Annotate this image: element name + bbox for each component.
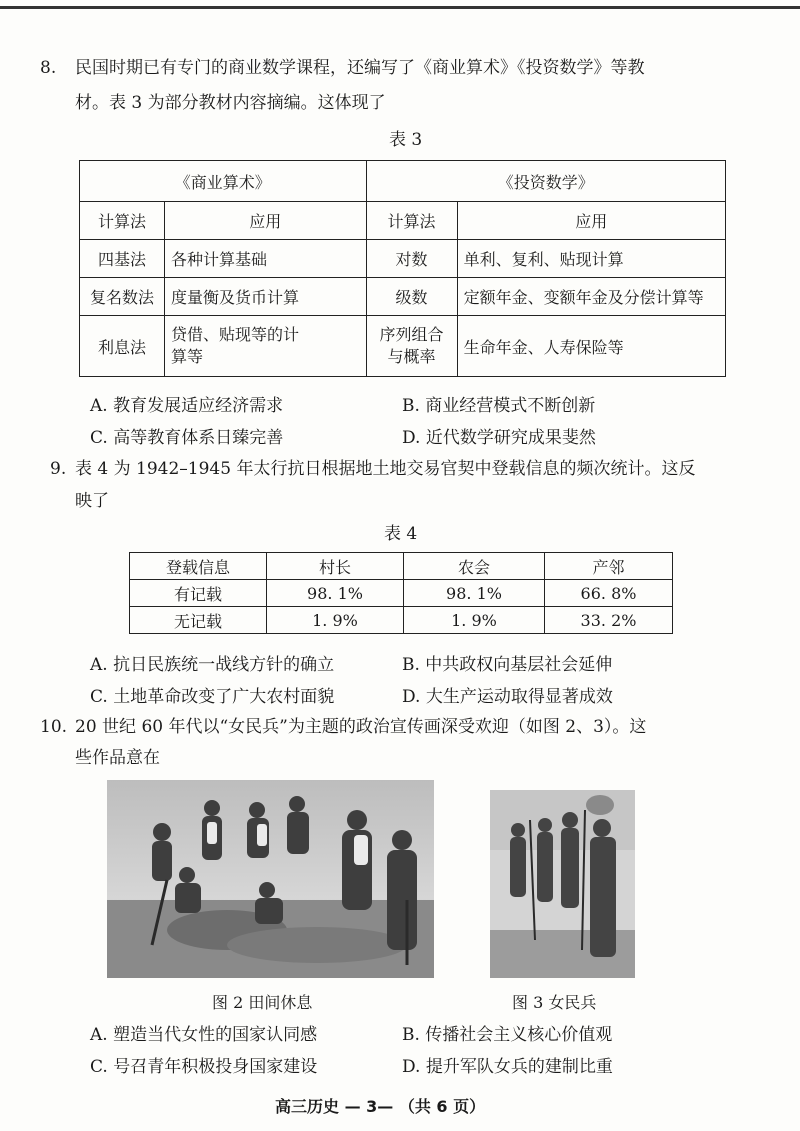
table-row: [80, 240, 726, 278]
q10-number: 10.: [40, 717, 68, 737]
q9-stem-line1: 表 4 为 1942–1945 年太行抗日根据地土地交易官契中登载信息的频次统计。这反: [75, 459, 696, 479]
table3-book2: 《投资数学》: [366, 161, 725, 202]
q8-option-a: A. 教育发展适应经济需求: [90, 396, 284, 416]
table4-cell: 33. 2%: [545, 607, 673, 634]
table3-cell-line: 与概率: [387, 347, 436, 366]
figure3-image: [490, 790, 635, 978]
table3-cell: 对数: [366, 240, 457, 278]
table-row: [130, 580, 673, 607]
table3-header-row: [80, 202, 726, 240]
table3-cell-line: 算等: [171, 347, 204, 366]
table3-cell-multiline: [165, 316, 367, 377]
table3-header-method2: 计算法: [366, 202, 457, 240]
table3-cell: 度量衡及货币计算: [165, 278, 367, 316]
table4-header: 农会: [404, 553, 545, 580]
table-row: [130, 607, 673, 634]
table3-book1: 《商业算术》: [80, 161, 367, 202]
q10-option-d: D. 提升军队女兵的建制比重: [402, 1057, 613, 1077]
q10-option-b: B. 传播社会主义核心价值观: [402, 1025, 613, 1045]
table4-cell: 98. 1%: [404, 580, 545, 607]
table4-cell: 98. 1%: [267, 580, 404, 607]
table4-cell: 66. 8%: [545, 580, 673, 607]
table3-title: 表 3: [389, 130, 423, 150]
q8-stem-line2: 材。表 3 为部分教材内容摘编。这体现了: [75, 93, 386, 113]
table4-cell: 无记载: [130, 607, 267, 634]
q10-stem-line2: 些作品意在: [75, 748, 160, 768]
table3-cell: 定额年金、变额年金及分偿计算等: [457, 278, 725, 316]
table-row: [80, 316, 726, 377]
q9-number: 9.: [50, 459, 67, 479]
table3-cell: 级数: [366, 278, 457, 316]
q9-option-a: A. 抗日民族统一战线方针的确立: [90, 655, 335, 675]
table4-cell: 1. 9%: [404, 607, 545, 634]
table3-cell-line: 贷借、贴现等的计: [171, 325, 300, 344]
table3-header-use2: 应用: [457, 202, 725, 240]
figure2-illustration: [107, 780, 434, 978]
table3-book-row: [80, 161, 726, 202]
q9-stem-line2: 映了: [75, 491, 109, 511]
figure2-image: [107, 780, 434, 978]
figure3-caption: 图 3 女民兵: [512, 993, 597, 1012]
table4-header: 登载信息: [130, 553, 267, 580]
table4: [129, 552, 673, 634]
table-row: [80, 278, 726, 316]
figure3-illustration: [490, 790, 635, 978]
table3: [79, 160, 726, 377]
figure2-caption: 图 2 田间休息: [212, 993, 313, 1012]
table3-cell: 复名数法: [80, 278, 165, 316]
table4-header: 产邻: [545, 553, 673, 580]
table3-cell: 利息法: [80, 316, 165, 377]
q10-stem-line1: 20 世纪 60 年代以“女民兵”为主题的政治宣传画深受欢迎（如图 2、3）。这: [75, 717, 647, 737]
table4-cell: 有记载: [130, 580, 267, 607]
q10-option-c: C. 号召青年积极投身国家建设: [90, 1057, 318, 1077]
q10-option-a: A. 塑造当代女性的国家认同感: [90, 1025, 318, 1045]
table3-header-method1: 计算法: [80, 202, 165, 240]
table3-cell: 单利、复利、贴现计算: [457, 240, 725, 278]
table3-cell-multiline: [366, 316, 457, 377]
table3-header-use1: 应用: [165, 202, 367, 240]
q8-option-d: D. 近代数学研究成果斐然: [402, 428, 596, 448]
table3-cell: 生命年金、人寿保险等: [457, 316, 725, 377]
q8-option-c: C. 高等教育体系日臻完善: [90, 428, 284, 448]
q8-stem-line1: 民国时期已有专门的商业数学课程，还编写了《商业算术》《投资数学》等教: [75, 58, 645, 78]
table4-header-row: [130, 553, 673, 580]
q9-option-b: B. 中共政权向基层社会延伸: [402, 655, 613, 675]
q8-option-b: B. 商业经营模式不断创新: [402, 396, 596, 416]
table4-header: 村长: [267, 553, 404, 580]
table4-title: 表 4: [384, 524, 418, 544]
table3-cell-line: 序列组合: [379, 325, 444, 344]
q9-option-d: D. 大生产运动取得显著成效: [402, 687, 613, 707]
table3-cell: 各种计算基础: [165, 240, 367, 278]
q9-option-c: C. 土地革命改变了广大农村面貌: [90, 687, 335, 707]
table4-cell: 1. 9%: [267, 607, 404, 634]
table3-cell: 四基法: [80, 240, 165, 278]
q8-number: 8.: [40, 58, 57, 78]
page-footer: 高三历史 — 3— （共 6 页）: [275, 1097, 486, 1116]
